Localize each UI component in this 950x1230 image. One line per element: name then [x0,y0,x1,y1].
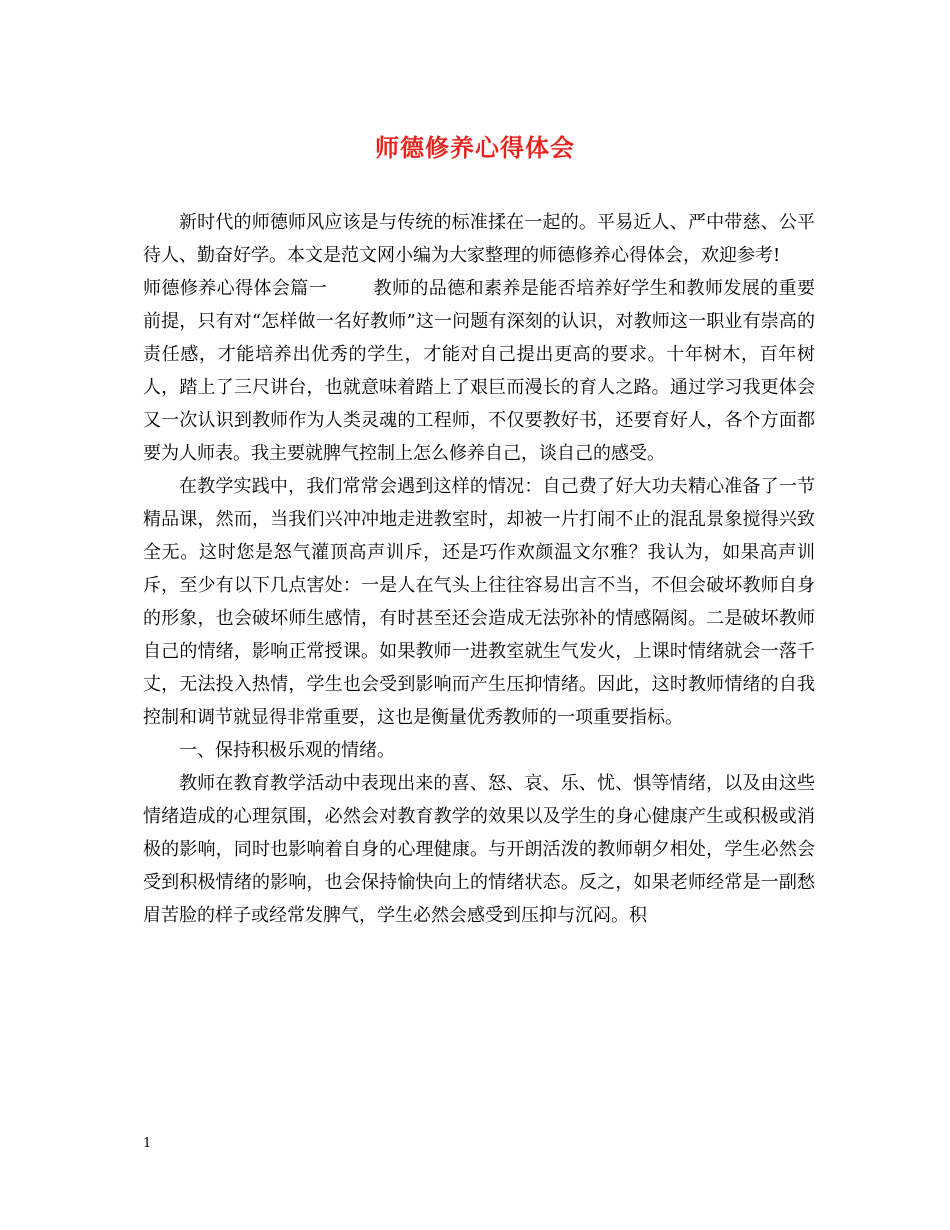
section1-heading: 师德修养心得体会篇一 [143,278,328,299]
section1-text: 教师的品德和素养是能否培养好学生和教师发展的重要前提，只有对“怎样做一名好教师”这一问题有深刻的认识，对教师这一职业有崇高的责任感，才能培养出优秀的学生，才能对自己提出更高的要求。十年树木，百年树人，踏上了三尺讲台，也就意味着踏上了艰巨而漫长的育人之路。通过学习我更体会又一次认识到教师作为人类灵魂的工程师，不仅要教好书，还要育好人，各个方面都要为人师表。我主要就脾气控制上怎么修养自己，谈自己的感受。 [143,278,816,464]
paragraph-3: 教师在教育教学活动中表现出来的喜、怒、哀、乐、忧、惧等情绪，以及由这些情绪造成的心理氛围，必然会对教育教学的效果以及学生的身心健康产生或积极或消极的影响，同时也影响着自身的心理健康。与开朗活泼的教师朝夕相处，学生必然会受到积极情绪的影响，也会保持愉快向上的情绪状态。反之，如果老师经常是一副愁眉苦脸的样子或经常发脾气，学生必然会感受到压抑与沉闷。积 [143,773,815,926]
section1-paragraph [143,272,815,470]
document-body [143,206,815,932]
page-number: 1 [143,1136,152,1151]
intro-paragraph: 新时代的师德师风应该是与传统的标准揉在一起的。平易近人、严中带慈、公平待人、勤奋好学。本文是范文网小编为大家整理的师德修养心得体会，欢迎参考! [143,212,815,266]
subheading-1: 一、保持积极乐观的情绪。 [179,740,395,761]
paragraph-2: 在教学实践中，我们常常会遇到这样的情况：自己费了好大功夫精心准备了一节精品课，然而，当我们兴冲冲地走进教室时，却被一片打闹不止的混乱景象搅得兴致全无。这时您是怒气灌顶高声训斥，还是巧作欢颜温文尔雅？我认为，如果高声训斥，至少有以下几点害处：一是人在气头上往往容易出言不当，不但会破坏教师自身的形象，也会破坏师生感情，有时甚至还会造成无法弥补的情感隔阂。二是破坏教师自己的情绪，影响正常授课。如果教师一进教室就生气发火，上课时情绪就会一落千丈，无法投入热情，学生也会受到影响而产生压抑情绪。因此，这时教师情绪的自我控制和调节就显得非常重要，这也是衡量优秀教师的一项重要指标。 [143,476,815,728]
document-title: 师德修养心得体会 [375,133,575,162]
